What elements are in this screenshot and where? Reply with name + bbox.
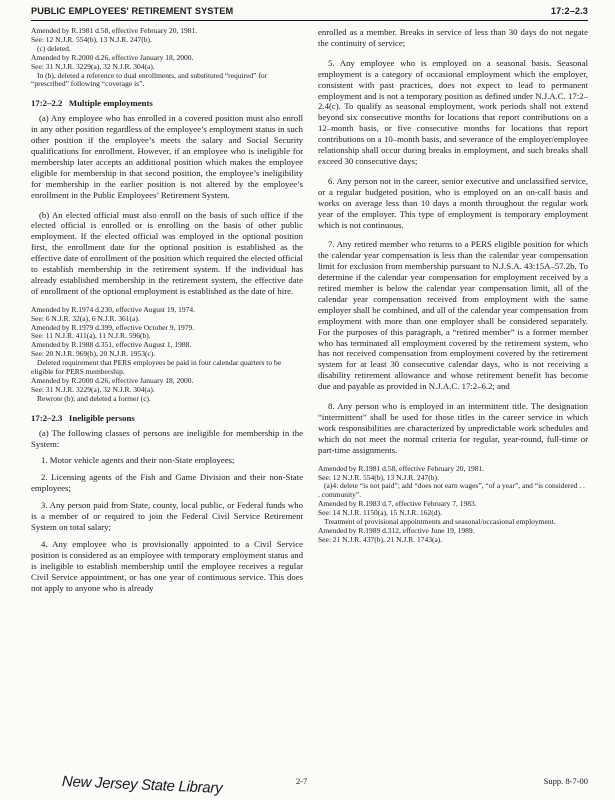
paragraph: (a) Any employee who has enrolled in a covered position must also enroll in any other position regardless of the employee’s employment status in such other position if the employee’s meets the salary and Social Security qualifications for enrollment. However, if an employee who is ineligible for membership later accepts an additional position which makes the employee eligible for membership in that second position, the employee’s ineligibility for membership in the earlier position is not altered by the employee’s enrollment in the Public Employees’ Retirement System.: [31, 113, 303, 200]
history-note: Amended by R.1974 d.230, effective August 19, 1974.: [31, 304, 196, 314]
section-heading: [31, 98, 303, 109]
history-note: Deleted requirement that PERS employees be paid in four calendar quarters to be eligible for PERS membership.: [31, 358, 282, 377]
section-number: 17:2–2.3: [31, 412, 63, 423]
list-item-continued: enrolled as a member. Breaks in service of less than 30 days do not negate the continuity of service;: [318, 27, 588, 48]
history-notes-bottom: [318, 465, 588, 545]
history-note: See: 12 N.J.R. 554(b), 13 N.J.R. 247(b).: [318, 472, 439, 482]
history-note: Amended by R.2000 d.26, effective January 18, 2000.: [31, 52, 194, 62]
history-note: See: 11 N.J.R. 411(a), 11 N.J.R. 596(b).: [31, 331, 151, 341]
history-note: See: 21 N.J.R. 437(b), 21 N.J.R. 1743(a).: [318, 534, 443, 544]
history-note: Rewrote (b); and deleted a former (c).: [37, 393, 151, 403]
list-item: 1. Motor vehicle agents and their non-State employees;: [41, 455, 235, 466]
header-section-range: 17:2–2.3: [550, 6, 588, 16]
section-title: Ineligible persons: [68, 412, 135, 423]
right-column: [318, 27, 588, 545]
history-note: See: 31 N.J.R. 3229(a), 32 N.J.R. 304(a).: [31, 61, 155, 71]
history-note: Amended by R.1989 d.312, effective June 19, 1989.: [318, 525, 475, 535]
section-title: Multiple employments: [68, 98, 153, 109]
history-note: See: 20 N.J.R. 969(b), 20 N.J.R. 1953(c).: [31, 349, 156, 359]
left-column: [31, 27, 303, 593]
page-number: 2-7: [296, 776, 308, 786]
running-header: [31, 4, 588, 21]
history-note: Amended by R.1981 d.58, effective February 20, 1981.: [31, 26, 198, 35]
history-note: See: 14 N.J.R. 1150(a), 15 N.J.R. 162(d).: [318, 508, 442, 518]
section-heading: [31, 413, 303, 424]
history-note: See: 12 N.J.R. 554(b), 13 N.J.R. 247(b).: [31, 34, 152, 44]
library-stamp: New Jersey State Library: [61, 773, 223, 797]
list-item: 7. Any retired member who returns to a PERS eligible position for which the calendar year compensation is less than the calendar year compensation limit for exclusion from membership pursuant to N.J.S.A. 43:15A–57.2b. To determine if the calendar year compensation for employment received by a retired member is below the calendar year compensation limit, all of the calendar year compensation received from employment with the same employer shall be combined, and all of the calendar year compensation from employment with more than one employer shall be considered separately. For the purposes of this paragraph, a “retired member” is a former member who has terminated all employment covered by the retirement system, who has not received compensation from employment covered by the retirement system for at least 30 consecutive calendar days, who is not receiving a disability retirement allowance and whose retirement benefit has become due and payable as provided in N.J.A.C. 17:2–6.2; and: [318, 239, 588, 392]
paragraph: (a) The following classes of persons are ineligible for membership in the System:: [31, 427, 303, 449]
list-item: 2. Licensing agents of the Fish and Game Division and their non-State employees;: [31, 472, 303, 494]
history-note: Amended by R.2000 d.26, effective January 18, 2000.: [31, 376, 194, 385]
history-note: Treatment of provisional appointments and seasonal/occasional employment.: [324, 517, 556, 527]
history-note: In (b), deleted a reference to dual enrollments, and substituted “required” for “prescribed” following “coverage is”.: [31, 70, 268, 89]
list-item: 4. Any employee who is provisionally appointed to a Civil Service position is considered as an employee with temporary employment status and is ineligible to establish membership until the employee receives a regular Civil Service appointment, or has one year of continuous service. This does not apply to anyone who is already: [31, 538, 303, 593]
list-item: 8. Any person who is employed in an intermittent title. The designation “intermittent” shall be used for those titles in the career service in which work responsibilities are characterized by unpredictable work schedules and which do not meet the normal criteria for regular, year-round, full-time or part-time assignments.: [318, 401, 588, 455]
history-notes-mid: [31, 306, 303, 404]
paragraph: (b) An elected official must also enroll on the basis of such office if the elected official is enrolled or is enrolling on the basis of other public employment. If the elected official was employed in the optional position first, the enrollment date for the optional position is established as the effective date of enrollment of the position which required the elected official to establish membership in the retirement system. If the individual has already established membership in the retirement system, the effective date of enrollment of the optional employment is established as the date of hire.: [31, 209, 303, 296]
header-title: PUBLIC EMPLOYEES' RETIREMENT SYSTEM: [31, 6, 234, 16]
list-item: 3. Any person paid from State, county, local public, or Federal funds who is a member of or required to join the Federal Civil Service Retirement System on total salary;: [31, 500, 303, 532]
history-note: See: 31 N.J.R. 3229(a), 32 N.J.R. 304(a).: [31, 384, 155, 394]
section-number: 17:2–2.2: [31, 98, 63, 109]
history-note: (a)4: delete “is not paid”; add “does not earn wages”, “of a year”, and “is considered . . . community”.: [318, 481, 585, 500]
history-note: Amended by R.1979 d.399, effective October 9, 1979.: [31, 322, 195, 332]
history-note: Amended by R.1981 d.58, effective February 20, 1981.: [318, 463, 485, 473]
history-notes-top: [31, 27, 303, 89]
list-item: 6. Any person not in the career, senior executive and unclassified service, or a regular budgeted position, who is employed on an on-call basis and works on average less than 10 days a month throughout the regular work year of the employer. This type of employment is temporary employment which is not continuous.: [318, 175, 588, 230]
list-item: 5. Any employee who is employed on a seasonal basis. Seasonal employment is a category of occasional employment which the employer, consistent with past practices, does not expect to lead to permanent employment and is not a temporary position as defined under N.J.A.C. 17:2–2.4(c). To qualify as seasonal employment, work periods shall not extend beyond six consecutive months for locations that report contributions on a 12–month basis, or five consecutive months for locations that report contributions on a 10–month basis, and severance of the employer/employee relationship shall occur during breaks in employment, and such breaks shall exceed 30 consecutive days;: [318, 57, 588, 166]
supplement-date: Supp. 8-7-00: [543, 776, 588, 786]
history-note: Amended by R.1983 d.7, effective February 7, 1983.: [318, 499, 477, 509]
history-note: Amended by R.1988 d.351, effective August 1, 1988.: [31, 340, 192, 350]
history-note: (c) deleted.: [37, 43, 71, 53]
history-note: See: 6 N.J.R. 32(a), 6 N.J.R. 361(a).: [31, 313, 140, 323]
